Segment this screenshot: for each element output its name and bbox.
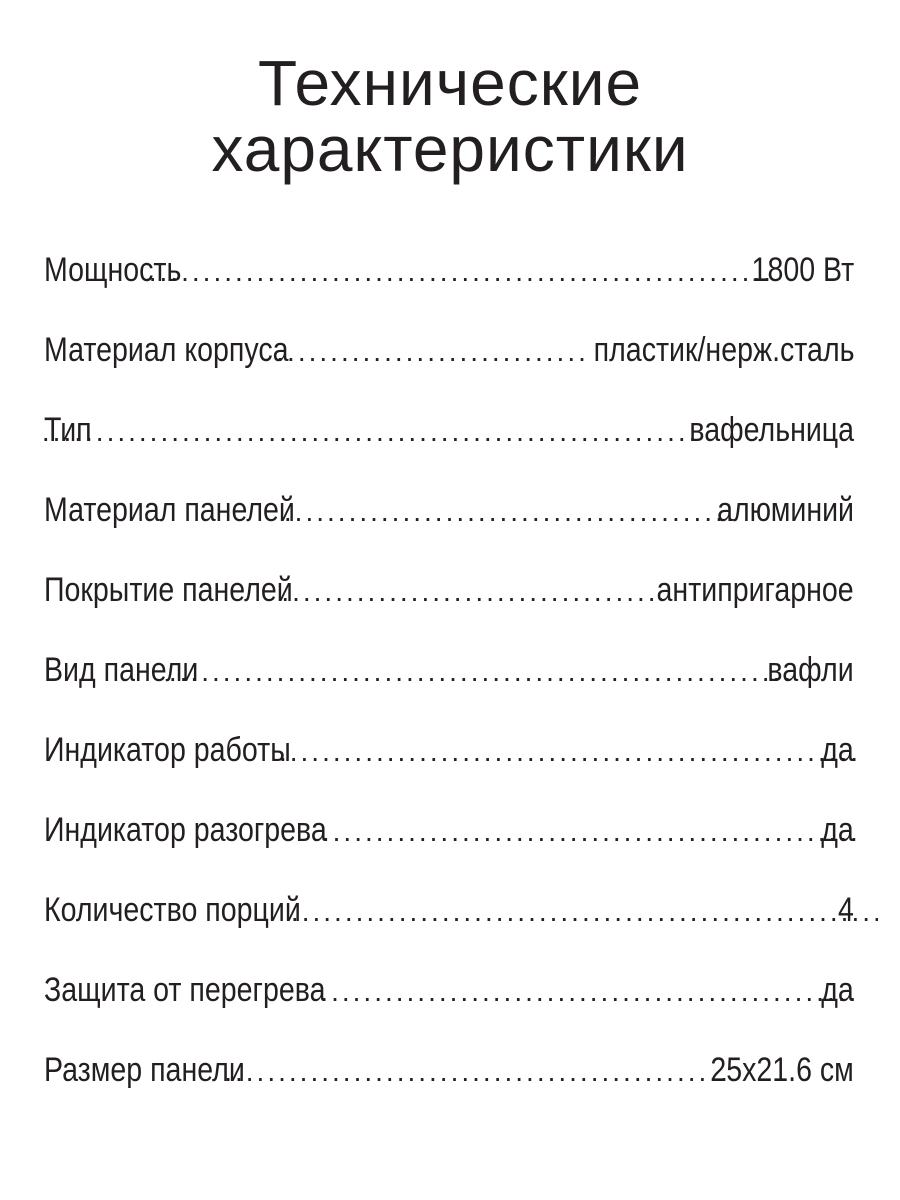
spec-label: Мощность — [44, 251, 182, 289]
dot-leader — [169, 642, 794, 702]
spec-label: Вид панели — [44, 651, 199, 689]
dot-leader — [224, 1042, 726, 1102]
spec-row-panel-coating — [44, 560, 854, 640]
spec-value: пластик/нерж.сталь — [593, 331, 854, 369]
spec-label: Индикатор работы — [44, 731, 291, 769]
spec-label: Покрытие панелей — [44, 571, 293, 609]
spec-value: 4 — [838, 891, 854, 929]
spec-label: Материал панелей — [44, 491, 295, 529]
spec-row-overheat-protection — [44, 960, 854, 1040]
spec-row-power — [44, 240, 854, 320]
dot-leader — [291, 882, 878, 942]
spec-row-panel-size — [44, 1040, 854, 1120]
spec-value: алюминий — [717, 491, 854, 529]
spec-row-portions — [44, 880, 854, 960]
dot-leader — [284, 482, 734, 542]
spec-row-body-material — [44, 320, 854, 400]
dot-leader — [281, 562, 662, 622]
spec-label: Тип — [44, 411, 92, 449]
spec-label: Индикатор разогрева — [44, 811, 327, 849]
spec-value: 1800 Вт — [751, 251, 854, 289]
spec-value: да — [821, 971, 854, 1009]
spec-value: вафли — [767, 651, 854, 689]
spec-row-type — [44, 400, 854, 480]
spec-value: антипригарное — [656, 571, 854, 609]
spec-row-panel-kind — [44, 640, 854, 720]
dot-leader — [42, 402, 701, 462]
page-title-line-1: Технические — [257, 47, 643, 119]
spec-label: Размер панели — [44, 1051, 245, 1089]
spec-label: Материал корпуса — [44, 331, 289, 369]
page-title — [0, 47, 900, 185]
spec-value: 25х21.6 см — [710, 1051, 854, 1089]
spec-row-heat-indicator — [44, 800, 854, 880]
dot-leader — [276, 322, 586, 382]
spec-label: Защита от перегрева — [44, 971, 326, 1009]
spec-value: да — [821, 811, 854, 849]
dot-leader — [279, 722, 858, 782]
spec-row-power-indicator — [44, 720, 854, 800]
spec-value: вафельница — [689, 411, 854, 449]
spec-list — [44, 240, 854, 1120]
page-title-line-2: характеристики — [211, 113, 689, 185]
dot-leader — [322, 802, 858, 862]
spec-label: Количество порций — [44, 891, 301, 929]
spec-row-panel-material — [44, 480, 854, 560]
dot-leader — [149, 242, 775, 302]
spec-value: да — [821, 731, 854, 769]
dot-leader — [320, 962, 858, 1022]
